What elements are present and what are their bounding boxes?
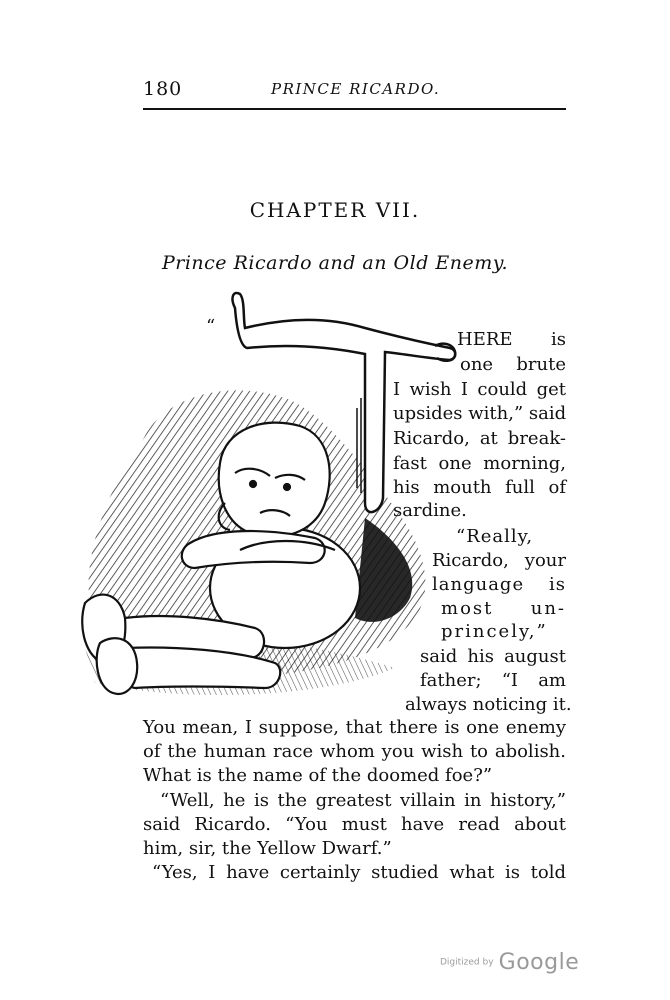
body-line: Ricardo, at break-: [393, 428, 566, 449]
running-header: [143, 78, 566, 108]
body-line: father; “I am: [420, 670, 566, 691]
header-rule: [143, 108, 566, 110]
body-line: language is: [432, 574, 566, 595]
body-line: him, sir, the Yellow Dwarf.”: [143, 838, 392, 859]
body-line: said his august: [420, 646, 566, 667]
body-line: princely,”: [441, 621, 548, 642]
body-line: You mean, I suppose, that there is one enemy: [143, 717, 566, 738]
body-line: most un-: [441, 598, 566, 619]
open-quote: “: [206, 316, 216, 337]
body-line: “Really,: [456, 526, 534, 547]
body-line: I wish I could get: [393, 379, 566, 400]
body-line: one brute: [460, 354, 566, 375]
body-line: What is the name of the doomed foe?”: [143, 765, 493, 786]
chapter-number: CHAPTER VII.: [249, 198, 421, 222]
chapter-title: Prince Ricardo and an Old Enemy.: [161, 252, 509, 274]
digitized-watermark: [440, 950, 579, 975]
body-line: his mouth full of: [393, 477, 566, 498]
body-line: always noticing it.: [405, 694, 572, 715]
body-line: sardine.: [393, 500, 467, 521]
dwarf-illustration: [65, 288, 470, 708]
running-title: PRINCE RICARDO.: [271, 80, 441, 98]
digitized-by-label: Digitized by: [440, 957, 494, 968]
body-line: said Ricardo. “You must have read about: [143, 814, 566, 835]
body-line: fast one morning,: [393, 453, 566, 474]
google-logo: Google: [498, 950, 580, 975]
body-line: Ricardo, your: [432, 550, 566, 571]
body-line: of the human race whom you wish to abolish.: [143, 741, 566, 762]
body-line: upsides with,” said: [393, 403, 567, 424]
page-number: 180: [143, 78, 183, 100]
body-line: “Yes, I have certainly studied what is told: [152, 862, 566, 883]
body-line: “Well, he is the greatest villain in history,”: [160, 790, 566, 811]
body-line: HERE is: [457, 329, 566, 350]
